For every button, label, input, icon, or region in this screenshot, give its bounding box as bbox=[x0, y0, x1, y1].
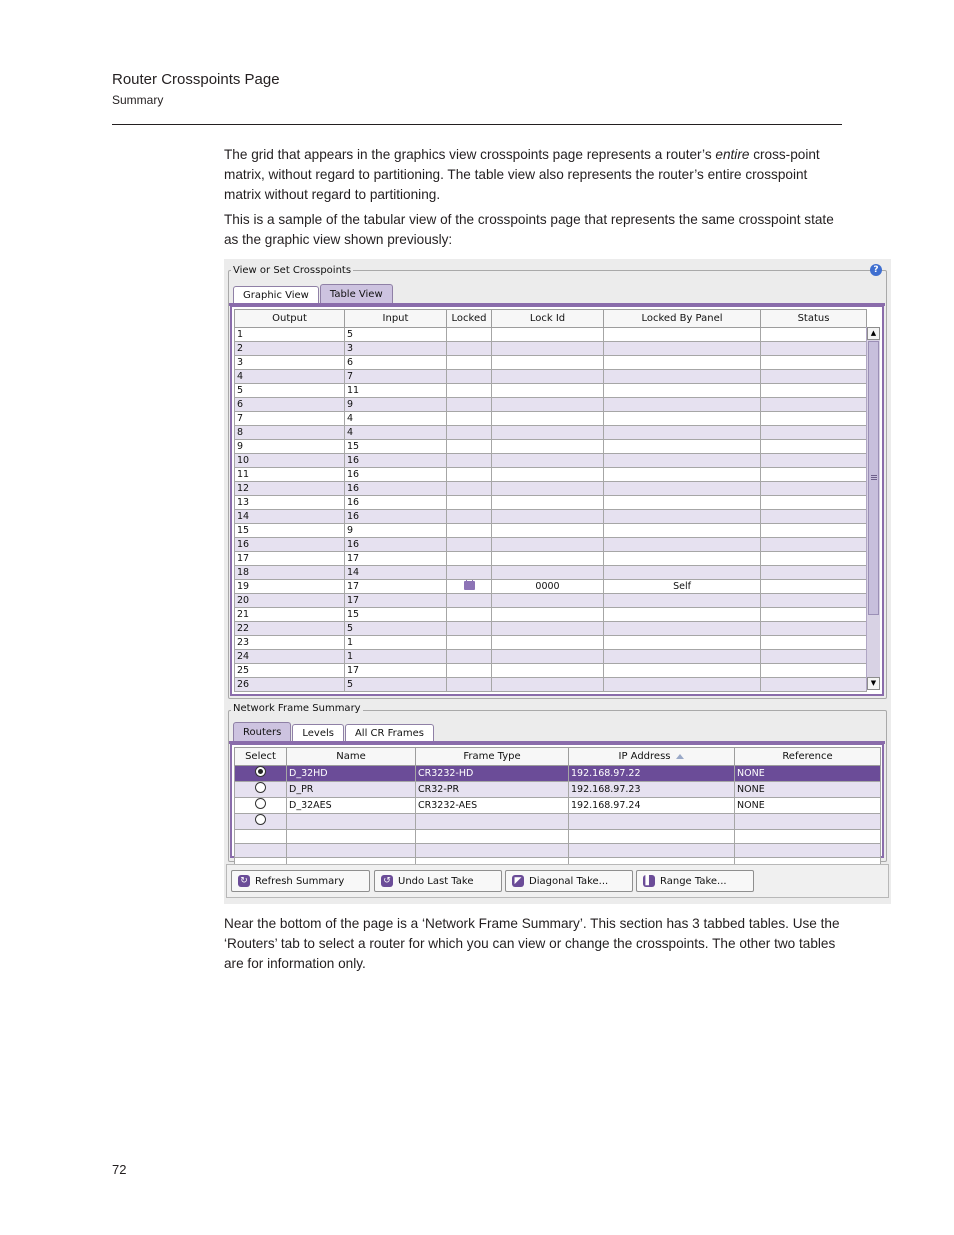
output-cell[interactable]: 4 bbox=[235, 370, 345, 384]
table-row[interactable] bbox=[235, 454, 867, 468]
ip-address-cell[interactable] bbox=[569, 844, 735, 858]
input-cell[interactable]: 17 bbox=[345, 594, 447, 608]
locked-by-panel-cell[interactable] bbox=[604, 482, 761, 496]
reference-cell[interactable] bbox=[735, 844, 881, 858]
ip-address-cell[interactable]: 192.168.97.24 bbox=[569, 798, 735, 814]
output-cell[interactable]: 22 bbox=[235, 622, 345, 636]
ip-address-cell[interactable] bbox=[569, 814, 735, 830]
status-cell[interactable] bbox=[761, 650, 867, 664]
input-cell[interactable]: 6 bbox=[345, 356, 447, 370]
input-cell[interactable]: 16 bbox=[345, 510, 447, 524]
name-cell[interactable]: D_32AES bbox=[287, 798, 416, 814]
table-row[interactable] bbox=[235, 594, 867, 608]
locked-by-panel-cell[interactable] bbox=[604, 650, 761, 664]
column-header-status[interactable]: Status bbox=[761, 310, 867, 328]
input-cell[interactable]: 14 bbox=[345, 566, 447, 580]
network-tabs bbox=[233, 722, 435, 742]
reference-cell[interactable] bbox=[735, 814, 881, 830]
status-cell[interactable] bbox=[761, 482, 867, 496]
locked-by-panel-cell[interactable] bbox=[604, 412, 761, 426]
table-row[interactable] bbox=[235, 468, 867, 482]
tab-levels[interactable]: Levels bbox=[292, 724, 344, 742]
output-cell[interactable]: 13 bbox=[235, 496, 345, 510]
frame-type-cell[interactable] bbox=[416, 844, 569, 858]
header-title: Router Crosspoints Page bbox=[112, 71, 280, 88]
lock-id-cell[interactable] bbox=[492, 440, 604, 454]
status-cell[interactable] bbox=[761, 356, 867, 370]
locked-cell[interactable] bbox=[447, 524, 492, 538]
input-cell[interactable]: 17 bbox=[345, 552, 447, 566]
output-cell[interactable]: 25 bbox=[235, 664, 345, 678]
router-radio[interactable] bbox=[255, 814, 266, 825]
column-header-locked[interactable]: Locked bbox=[447, 310, 492, 328]
output-cell[interactable]: 1 bbox=[235, 328, 345, 342]
column-header-select[interactable]: Select bbox=[235, 748, 287, 766]
lock-id-cell[interactable] bbox=[492, 622, 604, 636]
lock-id-cell[interactable] bbox=[492, 426, 604, 440]
table-row[interactable] bbox=[235, 622, 867, 636]
table-row[interactable] bbox=[235, 440, 867, 454]
tab-all-cr-frames[interactable]: All CR Frames bbox=[345, 724, 434, 742]
table-row[interactable] bbox=[235, 782, 881, 798]
lock-id-cell[interactable] bbox=[492, 468, 604, 482]
locked-cell[interactable] bbox=[447, 370, 492, 384]
locked-by-panel-cell[interactable] bbox=[604, 566, 761, 580]
table-row[interactable] bbox=[235, 798, 881, 814]
input-cell[interactable]: 16 bbox=[345, 482, 447, 496]
frame-type-cell[interactable] bbox=[416, 814, 569, 830]
input-cell[interactable]: 9 bbox=[345, 524, 447, 538]
locked-by-panel-cell[interactable] bbox=[604, 538, 761, 552]
output-cell[interactable]: 18 bbox=[235, 566, 345, 580]
status-cell[interactable] bbox=[761, 664, 867, 678]
undo-last-take-button[interactable]: ↺ Undo Last Take bbox=[374, 870, 502, 892]
locked-cell[interactable] bbox=[447, 650, 492, 664]
locked-cell[interactable] bbox=[447, 496, 492, 510]
locked-by-panel-cell[interactable] bbox=[604, 510, 761, 524]
select-cell[interactable] bbox=[235, 814, 287, 830]
crosspoints-scrollbar[interactable] bbox=[866, 327, 880, 690]
output-cell[interactable]: 11 bbox=[235, 468, 345, 482]
select-cell[interactable] bbox=[235, 844, 287, 858]
lock-id-cell[interactable] bbox=[492, 482, 604, 496]
lock-id-cell[interactable]: 0000 bbox=[492, 580, 604, 594]
network-table bbox=[234, 747, 881, 872]
diagonal-icon: ◤ bbox=[512, 875, 524, 887]
name-cell[interactable] bbox=[287, 830, 416, 844]
column-header-ip-address[interactable]: IP Address bbox=[569, 748, 735, 766]
locked-cell[interactable] bbox=[447, 426, 492, 440]
input-cell[interactable]: 4 bbox=[345, 426, 447, 440]
select-cell[interactable] bbox=[235, 798, 287, 814]
table-row[interactable] bbox=[235, 830, 881, 844]
name-cell[interactable] bbox=[287, 814, 416, 830]
reference-cell[interactable] bbox=[735, 830, 881, 844]
locked-cell[interactable] bbox=[447, 384, 492, 398]
status-cell[interactable] bbox=[761, 678, 867, 692]
input-cell[interactable]: 1 bbox=[345, 636, 447, 650]
network-frame-legend: Network Frame Summary bbox=[233, 703, 361, 714]
locked-by-panel-cell[interactable] bbox=[604, 370, 761, 384]
output-cell[interactable]: 23 bbox=[235, 636, 345, 650]
locked-by-panel-cell[interactable] bbox=[604, 440, 761, 454]
locked-by-panel-cell[interactable] bbox=[604, 636, 761, 650]
reference-cell[interactable]: NONE bbox=[735, 782, 881, 798]
status-cell[interactable] bbox=[761, 538, 867, 552]
input-cell[interactable]: 5 bbox=[345, 328, 447, 342]
status-cell[interactable] bbox=[761, 468, 867, 482]
lock-id-cell[interactable] bbox=[492, 412, 604, 426]
table-row[interactable] bbox=[235, 384, 867, 398]
ip-address-cell[interactable]: 192.168.97.22 bbox=[569, 766, 735, 782]
ip-address-cell[interactable] bbox=[569, 830, 735, 844]
locked-cell[interactable] bbox=[447, 664, 492, 678]
output-cell[interactable]: 20 bbox=[235, 594, 345, 608]
table-row[interactable] bbox=[235, 636, 867, 650]
input-cell[interactable]: 16 bbox=[345, 538, 447, 552]
column-header-lock-id[interactable]: Lock Id bbox=[492, 310, 604, 328]
locked-cell[interactable] bbox=[447, 580, 492, 594]
tab-routers[interactable]: Routers bbox=[233, 722, 291, 742]
locked-by-panel-cell[interactable] bbox=[604, 552, 761, 566]
router-radio[interactable] bbox=[255, 782, 266, 793]
status-cell[interactable] bbox=[761, 384, 867, 398]
lock-id-cell[interactable] bbox=[492, 328, 604, 342]
status-cell[interactable] bbox=[761, 398, 867, 412]
lock-id-cell[interactable] bbox=[492, 496, 604, 510]
lock-id-cell[interactable] bbox=[492, 538, 604, 552]
router-radio[interactable] bbox=[255, 798, 266, 809]
output-cell[interactable]: 10 bbox=[235, 454, 345, 468]
select-cell[interactable] bbox=[235, 830, 287, 844]
status-cell[interactable] bbox=[761, 342, 867, 356]
locked-by-panel-cell[interactable] bbox=[604, 342, 761, 356]
network-table-frame bbox=[230, 743, 884, 858]
frame-type-cell[interactable]: CR3232-HD bbox=[416, 766, 569, 782]
output-cell[interactable]: 14 bbox=[235, 510, 345, 524]
tab-graphic-view[interactable]: Graphic View bbox=[233, 286, 319, 304]
table-row[interactable] bbox=[235, 552, 867, 566]
input-cell[interactable]: 7 bbox=[345, 370, 447, 384]
output-cell[interactable]: 3 bbox=[235, 356, 345, 370]
locked-cell[interactable] bbox=[447, 678, 492, 692]
table-row[interactable] bbox=[235, 328, 867, 342]
paragraph-intro: The grid that appears in the graphics view crosspoints page represents a router’s entire cross-point matrix, without regard to partitioning. The table view also represents the router’s entire crosspoint matrix without regard to partitioning. bbox=[224, 147, 820, 202]
column-header-reference[interactable]: Reference bbox=[735, 748, 881, 766]
lock-id-cell[interactable] bbox=[492, 524, 604, 538]
input-cell[interactable]: 4 bbox=[345, 412, 447, 426]
table-row[interactable] bbox=[235, 482, 867, 496]
locked-by-panel-cell[interactable] bbox=[604, 328, 761, 342]
locked-by-panel-cell[interactable] bbox=[604, 398, 761, 412]
output-cell[interactable]: 7 bbox=[235, 412, 345, 426]
locked-cell[interactable] bbox=[447, 594, 492, 608]
locked-cell[interactable] bbox=[447, 552, 492, 566]
locked-by-panel-cell[interactable] bbox=[604, 356, 761, 370]
input-cell[interactable]: 9 bbox=[345, 398, 447, 412]
locked-cell[interactable] bbox=[447, 538, 492, 552]
name-cell[interactable]: D_32HD bbox=[287, 766, 416, 782]
output-cell[interactable]: 15 bbox=[235, 524, 345, 538]
status-cell[interactable] bbox=[761, 496, 867, 510]
status-cell[interactable] bbox=[761, 524, 867, 538]
header-subtitle: Summary bbox=[112, 93, 164, 107]
input-cell[interactable]: 11 bbox=[345, 384, 447, 398]
column-header-locked-by-panel[interactable]: Locked By Panel bbox=[604, 310, 761, 328]
lock-id-cell[interactable] bbox=[492, 454, 604, 468]
table-row[interactable] bbox=[235, 678, 867, 692]
output-cell[interactable]: 6 bbox=[235, 398, 345, 412]
lock-id-cell[interactable] bbox=[492, 566, 604, 580]
reference-cell[interactable]: NONE bbox=[735, 798, 881, 814]
scrollbar-thumb[interactable] bbox=[868, 341, 879, 615]
output-cell[interactable]: 2 bbox=[235, 342, 345, 356]
locked-cell[interactable] bbox=[447, 608, 492, 622]
status-cell[interactable] bbox=[761, 328, 867, 342]
locked-cell[interactable] bbox=[447, 454, 492, 468]
locked-cell[interactable] bbox=[447, 482, 492, 496]
range-take-button[interactable]: ▌ Range Take... bbox=[636, 870, 754, 892]
locked-cell[interactable] bbox=[447, 412, 492, 426]
table-row[interactable] bbox=[235, 844, 881, 858]
lock-id-cell[interactable] bbox=[492, 650, 604, 664]
input-cell[interactable]: 3 bbox=[345, 342, 447, 356]
table-row[interactable] bbox=[235, 510, 867, 524]
output-cell[interactable]: 26 bbox=[235, 678, 345, 692]
table-row[interactable] bbox=[235, 356, 867, 370]
table-row[interactable] bbox=[235, 426, 867, 440]
select-cell[interactable] bbox=[235, 766, 287, 782]
range-icon: ▌ bbox=[643, 875, 655, 887]
crosspoints-tabs bbox=[233, 284, 394, 304]
input-cell[interactable]: 15 bbox=[345, 608, 447, 622]
lock-id-cell[interactable] bbox=[492, 552, 604, 566]
lock-id-cell[interactable] bbox=[492, 594, 604, 608]
lock-id-cell[interactable] bbox=[492, 664, 604, 678]
refresh-icon: ↻ bbox=[238, 875, 250, 887]
lock-id-cell[interactable] bbox=[492, 384, 604, 398]
locked-cell[interactable] bbox=[447, 342, 492, 356]
locked-cell[interactable] bbox=[447, 622, 492, 636]
lock-id-cell[interactable] bbox=[492, 510, 604, 524]
crosspoints-table bbox=[234, 309, 867, 692]
input-cell[interactable]: 16 bbox=[345, 468, 447, 482]
lock-id-cell[interactable] bbox=[492, 608, 604, 622]
status-cell[interactable] bbox=[761, 566, 867, 580]
header-rule bbox=[112, 124, 842, 125]
diagonal-take-button[interactable]: ◤ Diagonal Take... bbox=[505, 870, 633, 892]
locked-by-panel-cell[interactable] bbox=[604, 678, 761, 692]
output-cell[interactable]: 8 bbox=[235, 426, 345, 440]
table-row[interactable] bbox=[235, 608, 867, 622]
locked-cell[interactable] bbox=[447, 356, 492, 370]
table-row[interactable] bbox=[235, 538, 867, 552]
column-header-input[interactable]: Input bbox=[345, 310, 447, 328]
output-cell[interactable]: 17 bbox=[235, 552, 345, 566]
locked-cell[interactable] bbox=[447, 566, 492, 580]
frame-type-cell[interactable] bbox=[416, 830, 569, 844]
locked-by-panel-cell[interactable] bbox=[604, 496, 761, 510]
table-row[interactable] bbox=[235, 664, 867, 678]
locked-by-panel-cell[interactable] bbox=[604, 664, 761, 678]
locked-by-panel-cell[interactable] bbox=[604, 454, 761, 468]
frame-type-cell[interactable]: CR3232-AES bbox=[416, 798, 569, 814]
locked-cell[interactable] bbox=[447, 440, 492, 454]
scroll-down-icon[interactable]: ▼ bbox=[867, 677, 880, 690]
status-cell[interactable] bbox=[761, 608, 867, 622]
locked-by-panel-cell[interactable] bbox=[604, 468, 761, 482]
lock-id-cell[interactable] bbox=[492, 356, 604, 370]
status-cell[interactable] bbox=[761, 426, 867, 440]
name-cell[interactable]: D_PR bbox=[287, 782, 416, 798]
frame-type-cell[interactable]: CR32-PR bbox=[416, 782, 569, 798]
table-row[interactable] bbox=[235, 370, 867, 384]
locked-by-panel-cell[interactable] bbox=[604, 594, 761, 608]
lock-id-cell[interactable] bbox=[492, 398, 604, 412]
locked-cell[interactable] bbox=[447, 636, 492, 650]
input-cell[interactable]: 16 bbox=[345, 496, 447, 510]
column-header-frame-type[interactable]: Frame Type bbox=[416, 748, 569, 766]
input-cell[interactable]: 16 bbox=[345, 454, 447, 468]
lock-id-cell[interactable] bbox=[492, 370, 604, 384]
status-cell[interactable] bbox=[761, 622, 867, 636]
output-cell[interactable]: 5 bbox=[235, 384, 345, 398]
status-cell[interactable] bbox=[761, 412, 867, 426]
ip-address-cell[interactable]: 192.168.97.23 bbox=[569, 782, 735, 798]
input-cell[interactable]: 17 bbox=[345, 580, 447, 594]
locked-by-panel-cell[interactable] bbox=[604, 622, 761, 636]
table-row[interactable] bbox=[235, 398, 867, 412]
status-cell[interactable] bbox=[761, 580, 867, 594]
table-row[interactable] bbox=[235, 814, 881, 830]
input-cell[interactable]: 17 bbox=[345, 664, 447, 678]
table-row[interactable] bbox=[235, 580, 867, 594]
crosspoints-screenshot bbox=[224, 259, 891, 904]
table-row[interactable] bbox=[235, 342, 867, 356]
crosspoints-legend: View or Set Crosspoints bbox=[233, 265, 352, 276]
select-cell[interactable] bbox=[235, 782, 287, 798]
paragraph-network-summary: Near the bottom of the page is a ‘Network Frame Summary’. This section has 3 tabbed tables. Use the ‘Routers’ tab to select a router for which you can view or change the crosspoints. The other two tables are for information only. bbox=[224, 916, 840, 971]
status-cell[interactable] bbox=[761, 636, 867, 650]
lock-id-cell[interactable] bbox=[492, 678, 604, 692]
locked-cell[interactable] bbox=[447, 468, 492, 482]
locked-by-panel-cell[interactable] bbox=[604, 426, 761, 440]
status-cell[interactable] bbox=[761, 454, 867, 468]
scroll-up-icon[interactable]: ▲ bbox=[867, 327, 880, 340]
input-cell[interactable]: 15 bbox=[345, 440, 447, 454]
lock-id-cell[interactable] bbox=[492, 636, 604, 650]
column-header-output[interactable]: Output bbox=[235, 310, 345, 328]
locked-by-panel-cell[interactable] bbox=[604, 524, 761, 538]
locked-by-panel-cell[interactable]: Self bbox=[604, 580, 761, 594]
status-cell[interactable] bbox=[761, 594, 867, 608]
table-row[interactable] bbox=[235, 566, 867, 580]
locked-by-panel-cell[interactable] bbox=[604, 384, 761, 398]
paragraph-sample: This is a sample of the tabular view of the crosspoints page that represents the same crosspoint state as the graphic view shown previously: bbox=[224, 212, 834, 247]
output-cell[interactable]: 24 bbox=[235, 650, 345, 664]
table-row[interactable] bbox=[235, 766, 881, 782]
table-row[interactable] bbox=[235, 496, 867, 510]
locked-cell[interactable] bbox=[447, 328, 492, 342]
output-cell[interactable]: 9 bbox=[235, 440, 345, 454]
button-bar bbox=[226, 864, 889, 898]
input-cell[interactable]: 5 bbox=[345, 622, 447, 636]
locked-cell[interactable] bbox=[447, 398, 492, 412]
column-header-name[interactable]: Name bbox=[287, 748, 416, 766]
table-row[interactable] bbox=[235, 524, 867, 538]
undo-icon: ↺ bbox=[381, 875, 393, 887]
output-cell[interactable]: 12 bbox=[235, 482, 345, 496]
status-cell[interactable] bbox=[761, 552, 867, 566]
crosspoints-table-frame bbox=[230, 305, 884, 696]
lock-icon bbox=[464, 581, 475, 590]
refresh-summary-button[interactable]: ↻ Refresh Summary bbox=[231, 870, 370, 892]
output-cell[interactable]: 16 bbox=[235, 538, 345, 552]
name-cell[interactable] bbox=[287, 844, 416, 858]
locked-cell[interactable] bbox=[447, 510, 492, 524]
locked-by-panel-cell[interactable] bbox=[604, 608, 761, 622]
status-cell[interactable] bbox=[761, 440, 867, 454]
input-cell[interactable]: 1 bbox=[345, 650, 447, 664]
reference-cell[interactable]: NONE bbox=[735, 766, 881, 782]
lock-id-cell[interactable] bbox=[492, 342, 604, 356]
page-number: 72 bbox=[112, 1162, 127, 1177]
status-cell[interactable] bbox=[761, 510, 867, 524]
input-cell[interactable]: 5 bbox=[345, 678, 447, 692]
output-cell[interactable]: 21 bbox=[235, 608, 345, 622]
help-icon[interactable]: ? bbox=[870, 264, 882, 276]
status-cell[interactable] bbox=[761, 370, 867, 384]
router-radio[interactable] bbox=[255, 766, 266, 777]
output-cell[interactable]: 19 bbox=[235, 580, 345, 594]
tab-table-view[interactable]: Table View bbox=[320, 284, 393, 304]
sort-ascending-icon bbox=[676, 754, 684, 759]
table-row[interactable] bbox=[235, 650, 867, 664]
table-row[interactable] bbox=[235, 412, 867, 426]
